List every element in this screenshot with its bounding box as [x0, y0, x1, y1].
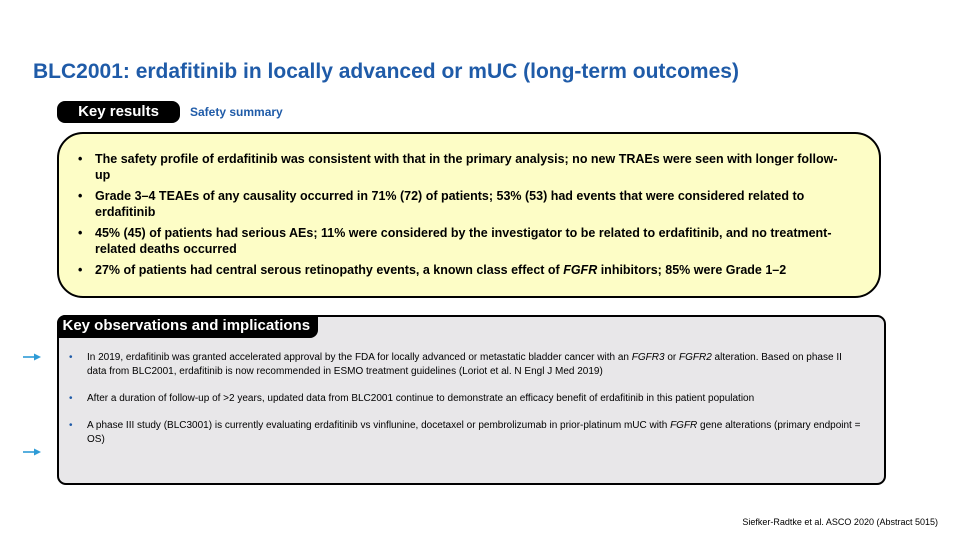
- observations-box: [57, 315, 886, 485]
- observation-text-start: A phase III study (BLC3001) is currently evaluating erdafitinib vs vinflunine, docetaxel or pembrolizumab in prior-platinum mUC with: [87, 420, 671, 431]
- observations-list: [65, 351, 864, 447]
- gene-name: FGFR3: [631, 352, 665, 363]
- observation-item: [65, 351, 864, 379]
- observation-text: After a duration of follow-up of >2 years, updated data from BLC2001 continue to demonstrate an efficacy benefit of erdafitinib in this patient population: [87, 393, 755, 404]
- bullet-icon: •: [78, 226, 83, 240]
- safety-summary-subheading: Safety summary: [190, 105, 283, 119]
- result-text-end: inhibitors; 85% were Grade 1–2: [597, 263, 787, 277]
- bullet-icon: •: [78, 263, 83, 277]
- gene-name: FGFR: [670, 420, 698, 431]
- result-text: 45% (45) of patients had serious AEs; 11% were considered by the investigator to be related to erdafitinib, and no treatment-related deaths occurred: [95, 226, 832, 256]
- result-text: Grade 3–4 TEAEs of any causality occurred in 71% (72) of patients; 53% (53) had events that were considered related to erdafitinib: [95, 189, 805, 219]
- result-item: [71, 189, 849, 220]
- key-results-box: [57, 132, 881, 298]
- arrow-right-icon: [23, 352, 41, 362]
- observations-label: Key observations and implications: [57, 315, 319, 338]
- bullet-icon: •: [69, 352, 73, 363]
- observation-text-end: gene alterations (primary endpoint = OS): [87, 420, 861, 445]
- result-item: [71, 263, 849, 279]
- observation-text-middle: or: [664, 352, 679, 363]
- citation: Siefker-Radtke et al. ASCO 2020 (Abstract 5015): [742, 517, 938, 527]
- key-results-list: [71, 152, 849, 279]
- gene-name: FGFR2: [679, 352, 712, 363]
- observation-text-end: alteration. Based on phase II data from BLC2001, erdafitinib is now recommended in ESMO treatment guidelines (Loriot et al. N Engl J Med 2019): [87, 352, 842, 377]
- observation-item: [65, 419, 864, 447]
- result-item: [71, 226, 849, 257]
- result-text-start: 27% of patients had central serous retinopathy events, a known class effect of: [95, 263, 564, 277]
- result-item: [71, 152, 849, 183]
- bullet-icon: •: [69, 393, 73, 404]
- bullet-icon: •: [78, 189, 83, 203]
- arrow-right-icon: [23, 447, 41, 457]
- bullet-icon: •: [78, 152, 83, 166]
- gene-name: FGFR: [563, 263, 598, 277]
- bullet-icon: •: [69, 420, 73, 431]
- observation-text-start: In 2019, erdafitinib was granted accelerated approval by the FDA for locally advanced or metastatic bladder cancer with an: [87, 352, 632, 363]
- slide-title: BLC2001: erdafitinib in locally advanced or mUC (long-term outcomes): [33, 60, 739, 83]
- result-text: The safety profile of erdafitinib was consistent with that in the primary analysis; no new TRAEs were seen with longer follow-up: [95, 152, 838, 182]
- key-results-label: Key results: [57, 101, 180, 123]
- observation-item: [65, 392, 864, 406]
